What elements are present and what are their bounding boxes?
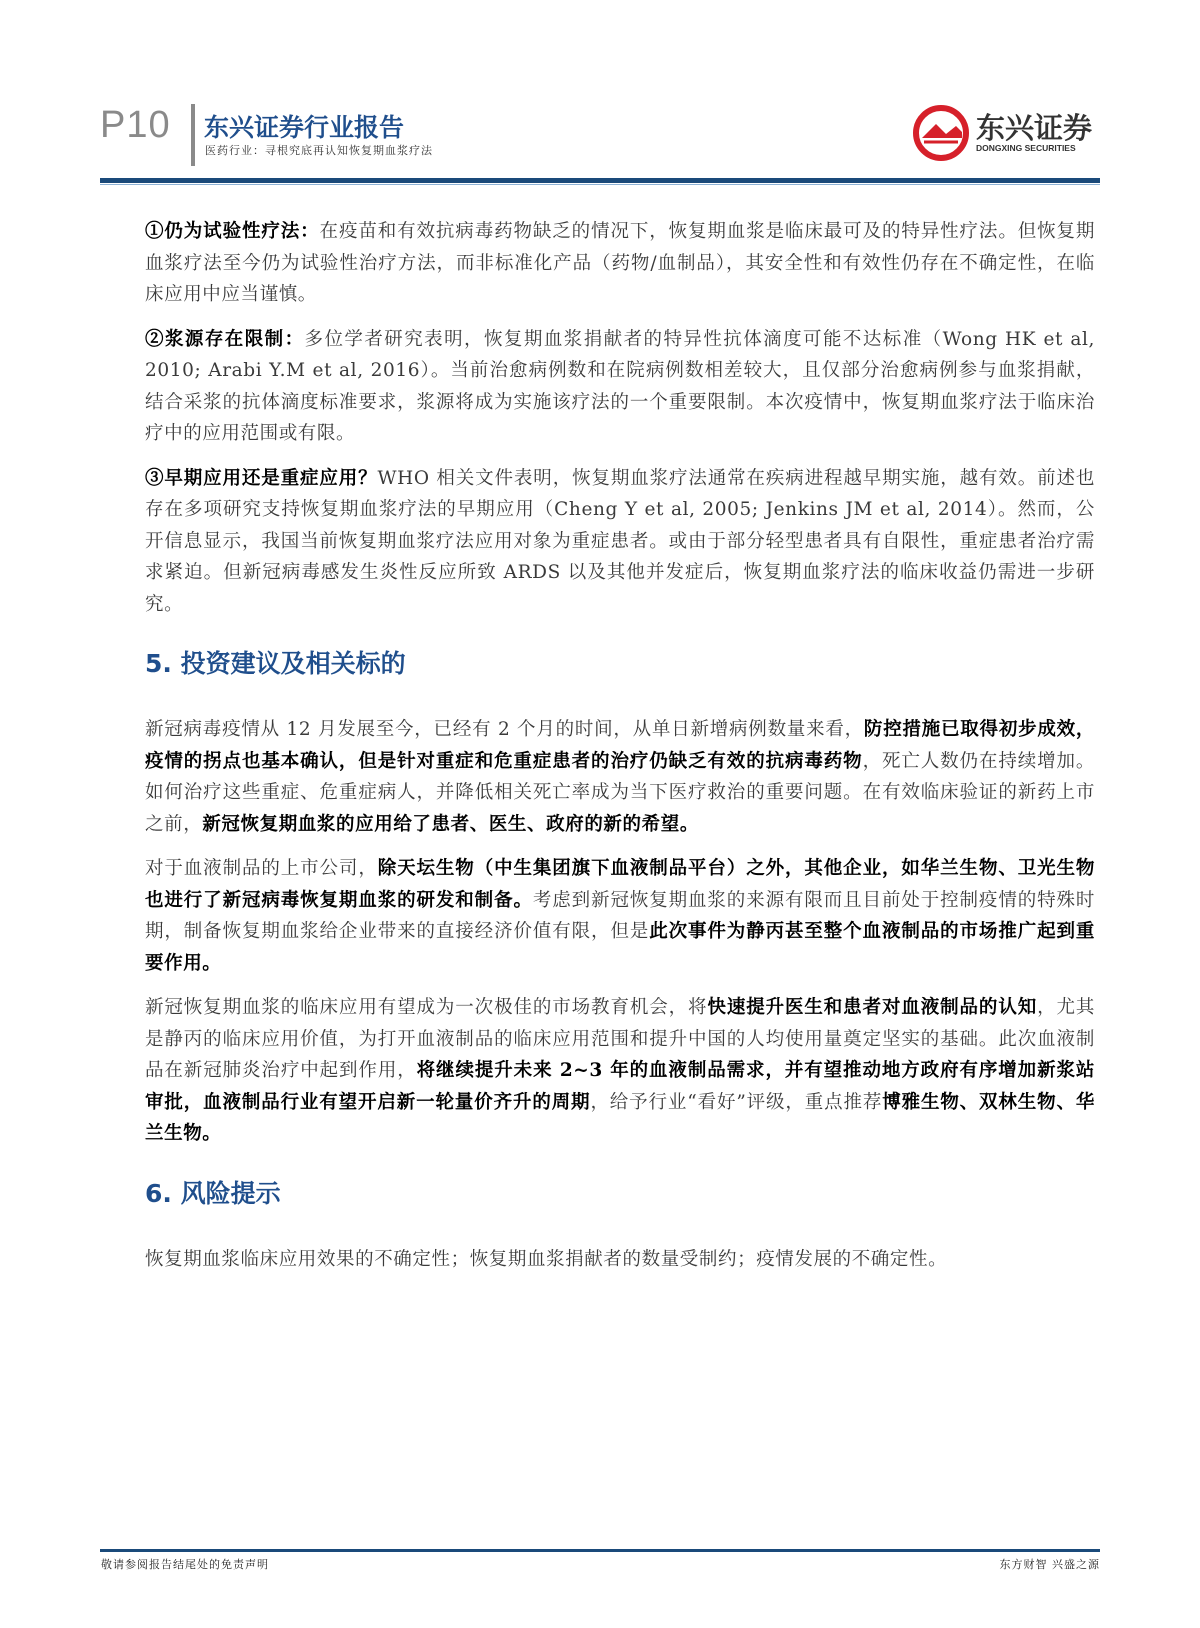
bold-text: ③早期应用还是重症应用？	[145, 467, 378, 489]
text: ，给予行业“看好”评级，重点推荐	[590, 1091, 883, 1113]
bold-text: 防控措施已取得初步成效，疫情的拐点也基本确认，但是针对重症和危重症患者的治疗仍缺乏有效的抗病毒药物	[145, 719, 1095, 772]
bold-text: 快速提升医生和患者对血液制品的认知	[707, 997, 1038, 1018]
text: 恢复期血浆临床应用效果的不确定性；恢复期血浆捐献者的数量受制约；疫情发展的不确定性。	[145, 1248, 948, 1270]
logo-emblem-icon	[912, 104, 970, 162]
bold-text: 将继续提升未来 2~3 年的血液制品需求，并有望推动地方政府有序增加新浆站审批，血液制品行业有望开启新一轮量价齐升的周期	[145, 1060, 1095, 1113]
footer-slogan: 东方财智 兴盛之源	[999, 1558, 1100, 1571]
report-subtitle: 医药行业：寻根究底再认知恢复期血浆疗法	[205, 144, 433, 157]
header-rule-thin	[100, 184, 1100, 185]
text: ，死亡人数仍在持续增加。如何治疗这些重症、危重症病人，并降低相关死亡率成为当下医疗救治的重要问题。在有效临床验证的新药上市之前，	[145, 750, 1096, 835]
paragraph	[145, 463, 1095, 621]
bold-text: 博雅生物、双林生物、华兰生物。	[145, 1091, 1095, 1144]
text: 多位学者研究表明，恢复期血浆捐献者的特异性抗体滴度可能不达标准（Wong HK et al, 2010; Arabi Y.M et al, 2016）。当前治愈病例数和在院病例数相差较大，且仅部分治愈病例参与血浆捐献，结合采浆的抗体滴度标准要求，浆源将成为实施该疗法的一个重要限制。本次疫情中，恢复期血浆疗法于临床治疗中的应用范围或有限。	[145, 328, 1095, 444]
paragraph	[145, 714, 1095, 840]
page-number: P10	[100, 104, 171, 146]
paragraph	[145, 324, 1095, 450]
bold-text: 此次事件为静丙甚至整个血液制品的市场推广起到重要作用。	[145, 921, 1095, 974]
report-body	[145, 216, 1095, 1288]
text: 新冠恢复期血浆的临床应用有望成为一次极佳的市场教育机会，将	[145, 997, 708, 1018]
logo-name-cn: 东兴证券	[976, 111, 1093, 145]
paragraph	[145, 216, 1095, 311]
text: ，尤其是静丙的临床应用价值，为打开血液制品的临床应用范围和提升中国的人均使用量奠定坚实的基础。此次血液制品在新冠肺炎治疗中起到作用，	[145, 997, 1095, 1081]
section-heading: 5. 投资建议及相关标的	[145, 649, 406, 678]
bold-text: ②浆源存在限制：	[145, 328, 305, 350]
header-divider	[191, 104, 195, 166]
bold-text: 新冠恢复期血浆的应用给了患者、医生、政府的新的希望。	[202, 813, 699, 835]
paragraph	[145, 1244, 1095, 1276]
section-heading: 6. 风险提示	[145, 1178, 281, 1208]
paragraph	[145, 992, 1095, 1150]
bold-text: 除天坛生物（中生集团旗下血液制品平台）之外，其他企业，如华兰生物、卫光生物也进行了新冠病毒恢复期血浆的研发和制备。	[145, 858, 1096, 911]
text: 考虑到新冠恢复期血浆的来源有限而且目前处于控制疫情的特殊时期，制备恢复期血浆给企业带来的直接经济价值有限，但是	[145, 889, 1095, 942]
paragraph	[145, 853, 1095, 979]
text: 在疫苗和有效抗病毒药物缺乏的情况下，恢复期血浆是临床最可及的特异性疗法。但恢复期血浆疗法至今仍为试验性治疗方法，而非标准化产品（药物/血制品），其安全性和有效性仍存在不确定性，在临床应用中应当谨慎。	[145, 221, 1095, 305]
report-title: 东兴证券行业报告	[204, 113, 405, 142]
text: WHO 相关文件表明，恢复期血浆疗法通常在疾病进程越早期实施，越有效。前述也存在多项研究支持恢复期血浆疗法的早期应用（Cheng Y et al, 2005; Jenkins JM et al, 2014）。然而，公开信息显示，我国当前恢复期血浆疗法应用对象为重症患者。或由于部分轻型患者具有自限性，重症患者治疗需求紧迫。但新冠病毒感发生炎性反应所致 ARDS 以及其他并发症后，恢复期血浆疗法的临床收益仍需进一步研究。	[145, 467, 1096, 615]
text: 对于血液制品的上市公司，	[145, 858, 378, 879]
header-rule	[100, 178, 1100, 183]
footer-rule	[100, 1549, 1100, 1552]
bold-text: ①仍为试验性疗法：	[145, 221, 320, 242]
company-logo	[912, 104, 1092, 162]
footer-disclaimer: 敬请参阅报告结尾处的免责声明	[101, 1558, 269, 1571]
text: 新冠病毒疫情从 12 月发展至今，已经有 2 个月的时间，从单日新增病例数量来看，	[145, 719, 864, 740]
logo-name-en: DONGXING SECURITIES	[976, 143, 1076, 153]
